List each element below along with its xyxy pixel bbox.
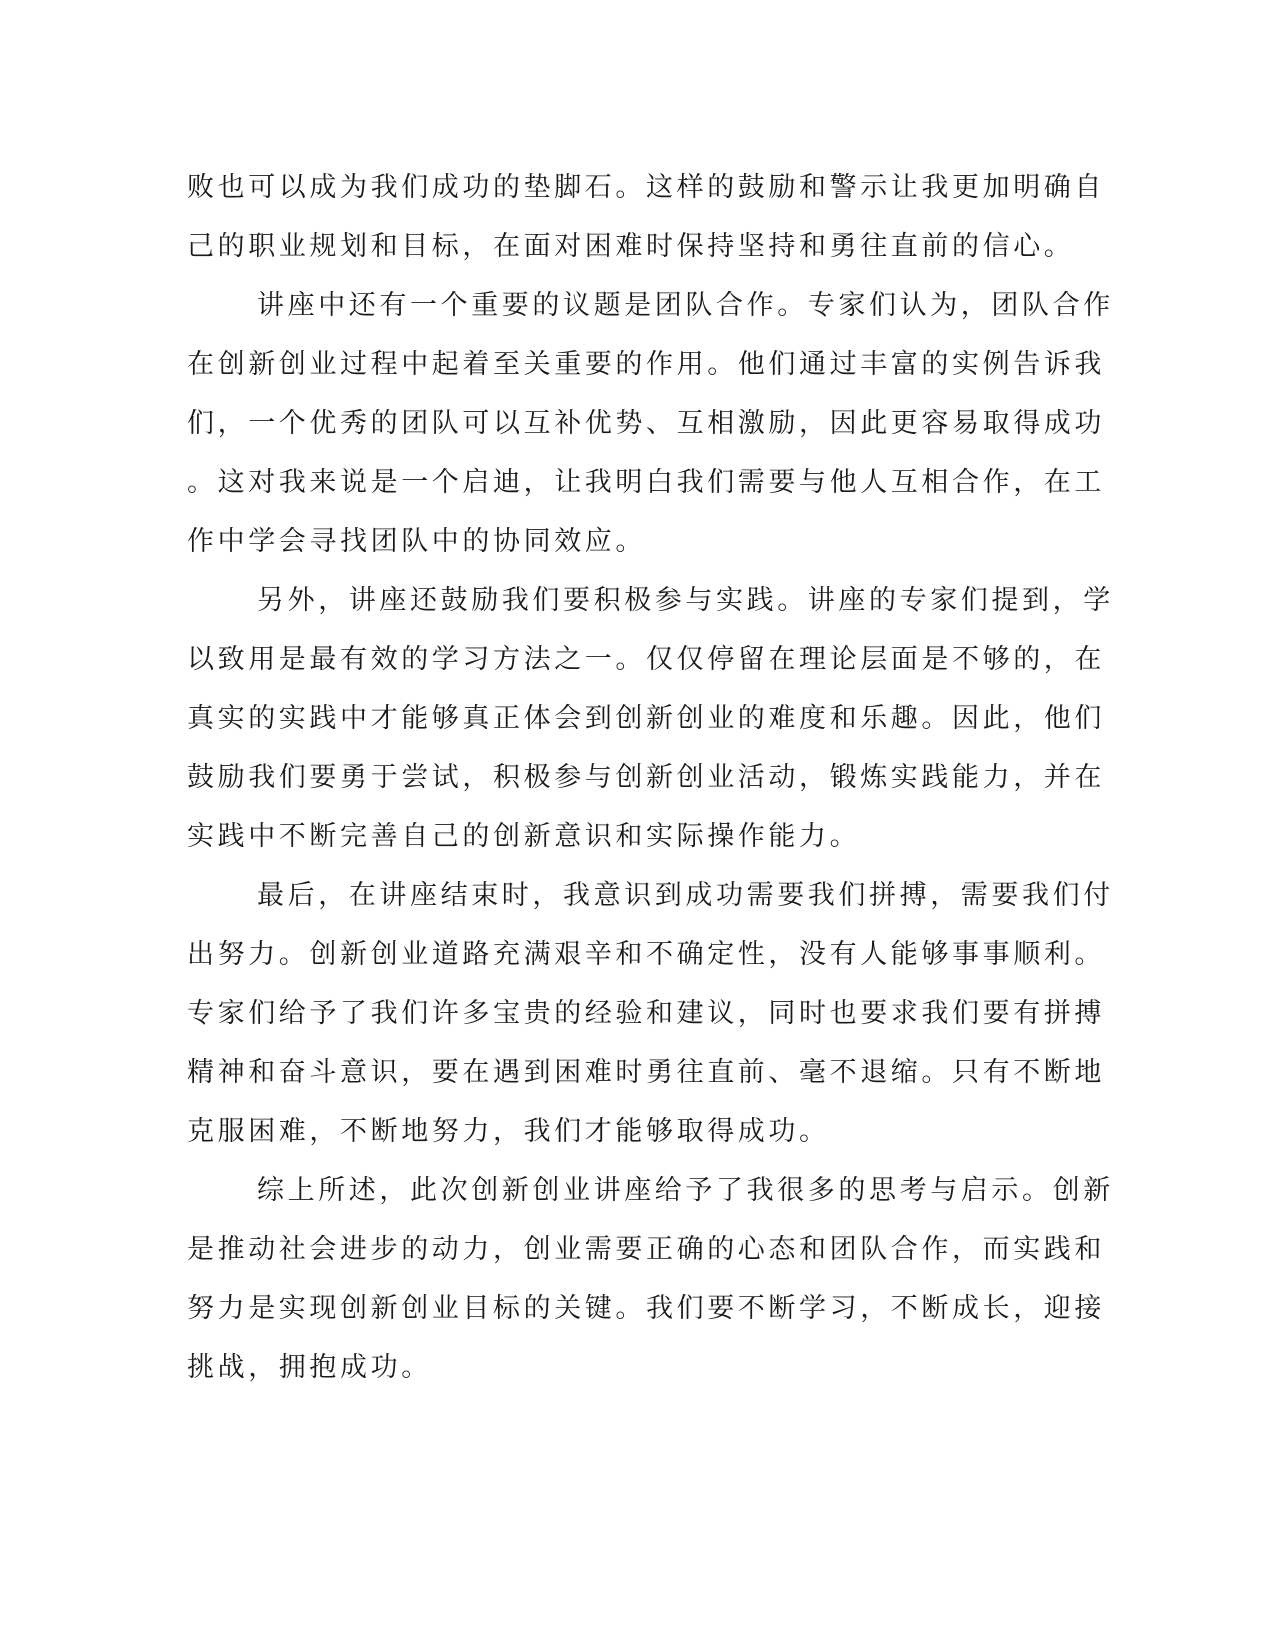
paragraph-5 (187, 1161, 1114, 1397)
text-line: 真实的实践中才能够真正体会到创新创业的难度和乐趣。因此，他们 (187, 703, 1105, 734)
text-line: 鼓励我们要勇于尝试，积极参与创新创业活动，锻炼实践能力，并在 (187, 762, 1105, 793)
text-line: 克服困难，不断地努力，我们才能够取得成功。 (187, 1116, 830, 1147)
text-line: 综上所述，此次创新创业讲座给予了我很多的思考与启示。创新 (257, 1175, 1114, 1206)
text-line: 己的职业规划和目标，在面对困难时保持坚持和勇往直前的信心。 (187, 231, 1075, 262)
text-line: 们，一个优秀的团队可以互补优势、互相激励，因此更容易取得成功 (187, 408, 1105, 439)
text-line: 挑战，拥抱成功。 (187, 1352, 432, 1383)
text-line: 最后，在讲座结束时，我意识到成功需要我们拼搏，需要我们付 (257, 880, 1114, 911)
paragraph-3 (187, 571, 1114, 866)
text-line: 讲座中还有一个重要的议题是团队合作。专家们认为，团队合作 (257, 290, 1114, 321)
text-line: 专家们给予了我们许多宝贵的经验和建议，同时也要求我们要有拼搏 (187, 998, 1105, 1029)
text-line: 实践中不断完善自己的创新意识和实际操作能力。 (187, 821, 861, 852)
text-line: 精神和奋斗意识，要在遇到困难时勇往直前、毫不退缩。只有不断地 (187, 1057, 1105, 1088)
text-line: 以致用是最有效的学习方法之一。仅仅停留在理论层面是不够的，在 (187, 644, 1105, 675)
text-line: 努力是实现创新创业目标的关键。我们要不断学习，不断成长，迎接 (187, 1293, 1105, 1324)
paragraph-1 (187, 158, 1105, 276)
text-line: 是推动社会进步的动力，创业需要正确的心态和团队合作，而实践和 (187, 1234, 1105, 1265)
document-body (187, 158, 1114, 1397)
text-line: 。这对我来说是一个启迪，让我明白我们需要与他人互相合作，在工 (187, 467, 1105, 498)
text-line: 在创新创业过程中起着至关重要的作用。他们通过丰富的实例告诉我 (187, 349, 1105, 380)
paragraph-4 (187, 866, 1114, 1161)
text-line: 出努力。创新创业道路充满艰辛和不确定性，没有人能够事事顺利。 (187, 939, 1105, 970)
paragraph-2 (187, 276, 1114, 571)
text-line: 作中学会寻找团队中的协同效应。 (187, 526, 646, 557)
text-line: 败也可以成为我们成功的垫脚石。这样的鼓励和警示让我更加明确自 (187, 172, 1105, 203)
text-line: 另外，讲座还鼓励我们要积极参与实践。讲座的专家们提到，学 (257, 585, 1114, 616)
